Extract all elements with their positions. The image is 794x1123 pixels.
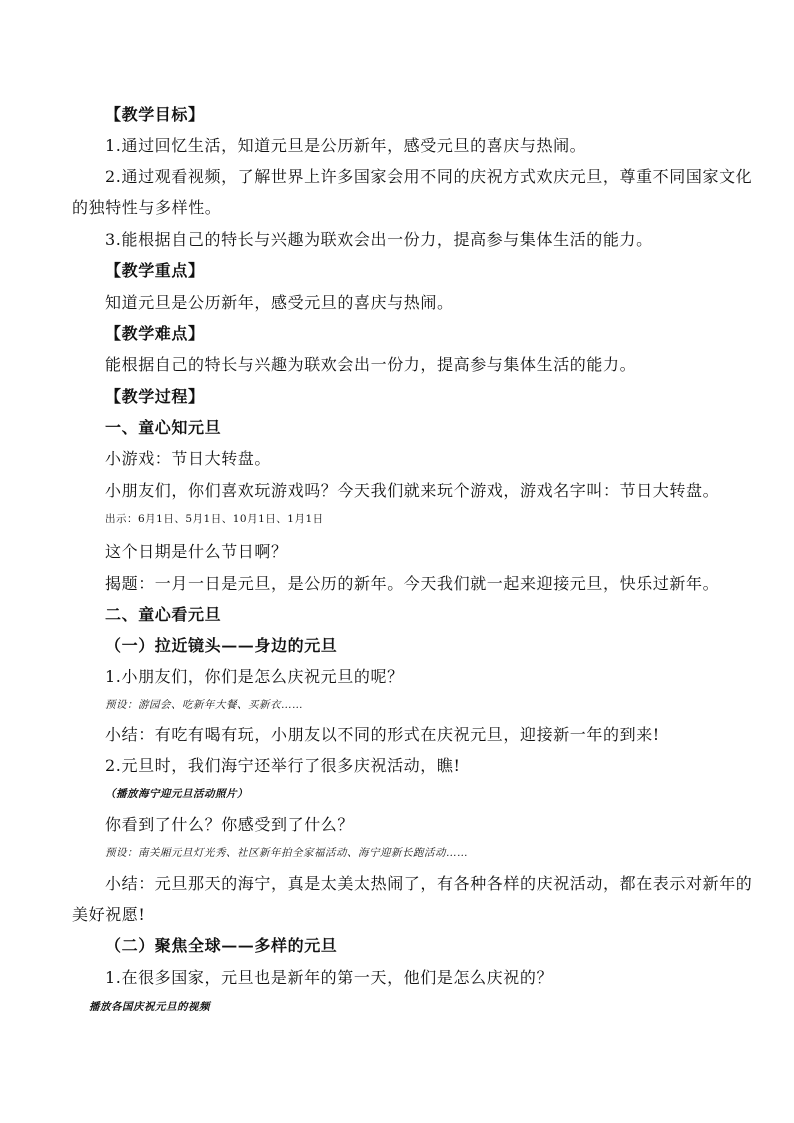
difficulties-text: 能根据自己的特长与兴趣为联欢会出一份力，提高参与集体生活的能力。 <box>105 355 637 374</box>
goal-2-line-2: 的独特性与多样性。 <box>72 198 222 217</box>
teaching-goals-heading: 【教学目标】 <box>105 105 205 124</box>
subsection-1-heading: （一）拉近镜头——身边的元旦 <box>105 636 338 655</box>
question-3: 你看到了什么？你感受到了什么？ <box>105 815 355 834</box>
mini-game-line: 小游戏：节日大转盘。 <box>105 449 272 468</box>
difficulties-heading: 【教学难点】 <box>105 324 205 343</box>
key-points-text: 知道元旦是公历新年，感受元旦的喜庆与热闹。 <box>105 293 454 312</box>
game-question: 小朋友们，你们喜欢玩游戏吗？今天我们就来玩个游戏，游戏名字叫：节日大转盘。 <box>105 481 720 500</box>
show-dates: 出示：6月1日、5月1日、10月1日、1月1日 <box>105 513 324 525</box>
summary-2-line-2: 美好祝愿! <box>72 905 146 924</box>
date-question: 这个日期是什么节日啊？ <box>105 542 288 561</box>
summary-2-line-1: 小结：元旦那天的海宁，真是太美太热闹了，有各种各样的庆祝活动，都在表示对新年的 <box>105 874 753 893</box>
goal-3: 3.能根据自己的特长与兴趣为联欢会出一份力，提高参与集体生活的能力。 <box>105 230 653 249</box>
process-heading: 【教学过程】 <box>105 387 205 406</box>
subsection-2-heading: （二）聚焦全球——多样的元旦 <box>105 936 338 955</box>
question-2: 2.元旦时，我们海宁还举行了很多庆祝活动，瞧! <box>105 756 461 775</box>
question-1: 1.小朋友们，你们是怎么庆祝元旦的呢？ <box>105 667 404 686</box>
preset-answers-2: 预设：南关厢元旦灯光秀、社区新年拍全家福活动、海宁迎新长跑活动…… <box>105 847 468 859</box>
summary-1: 小结：有吃有喝有玩，小朋友以不同的形式在庆祝元旦，迎接新一年的到来! <box>105 725 660 744</box>
preset-answers-1: 预设：游园会、吃新年大餐、买新衣…… <box>105 699 303 711</box>
reveal-topic: 揭题：一月一日是元旦，是公历的新年。今天我们就一起来迎接元旦，快乐过新年。 <box>105 574 720 593</box>
question-4: 1.在很多国家，元旦也是新年的第一天，他们是怎么庆祝的？ <box>105 968 554 987</box>
section-1-heading: 一、童心知元旦 <box>105 418 222 437</box>
key-points-heading: 【教学重点】 <box>105 261 205 280</box>
play-video-note: 播放各国庆祝元旦的视频 <box>89 1001 210 1013</box>
section-2-heading: 二、童心看元旦 <box>105 605 222 624</box>
goal-2-line-1: 2.通过观看视频，了解世界上许多国家会用不同的庆祝方式欢庆元旦，尊重不同国家文化 <box>105 167 753 186</box>
goal-1: 1.通过回忆生活，知道元旦是公历新年，感受元旦的喜庆与热闹。 <box>105 136 587 155</box>
play-photos-note: （播放海宁迎元旦活动照片） <box>105 788 248 800</box>
